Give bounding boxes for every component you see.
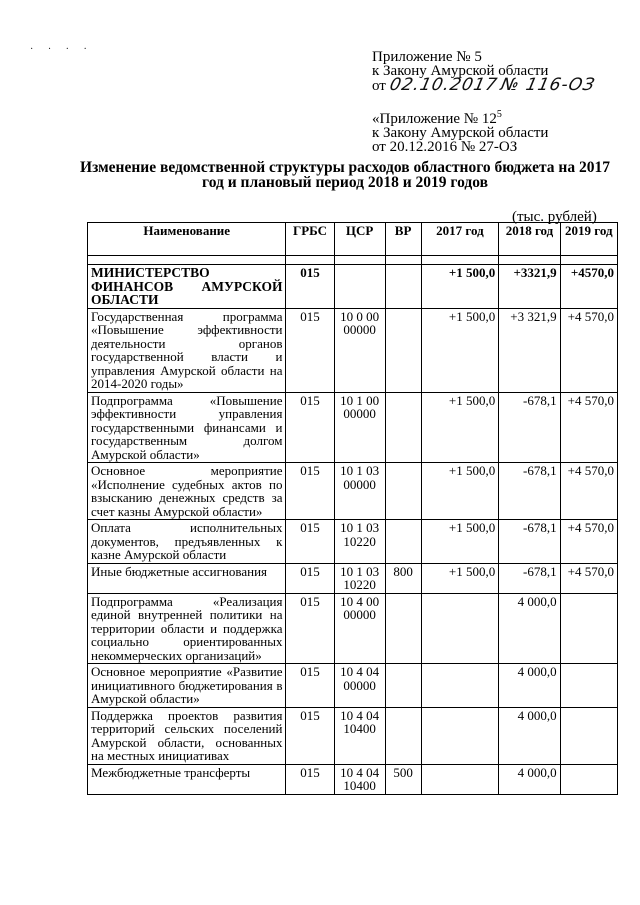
row-grbs: 015	[286, 764, 334, 794]
row-grbs: 015	[286, 593, 334, 664]
row-name: Подпрограмма «Повышение эффективности управления государственными финансами и государственным долгом Амурской области»	[88, 392, 286, 463]
row-vr	[385, 463, 421, 520]
units-note: (тыс. рублей)	[512, 209, 597, 225]
row-2019: +4 570,0	[560, 308, 617, 392]
handwritten-number: № 116-ОЗ	[498, 75, 597, 95]
row-name: Подпрограмма «Реализация единой внутренней политики на территории области и поддержка социально ориентированных некоммерческих организаций»	[88, 593, 286, 664]
row-2018: +3 321,9	[499, 308, 560, 392]
row-2017: +1 500,0	[421, 563, 499, 593]
table-row	[88, 392, 618, 463]
appendix-line2: к Закону Амурской области	[372, 63, 549, 79]
row-2017: +1 500,0	[421, 308, 499, 392]
header-vr: ВР	[385, 223, 421, 256]
handwritten-date: 02.10.2017	[387, 75, 500, 95]
row-grbs: 015	[286, 707, 334, 764]
table-row	[88, 520, 618, 564]
row-2018: -678,1	[499, 463, 560, 520]
table-row	[88, 593, 618, 664]
row-name: Оплата исполнительных документов, предъявленных к казне Амурской области	[88, 520, 286, 564]
row-csr: 10 1 00 00000	[334, 392, 385, 463]
prev-line1	[372, 109, 548, 127]
row-2017	[421, 664, 499, 708]
row-2017: +1 500,0	[421, 392, 499, 463]
header-grbs: ГРБС	[286, 223, 334, 256]
row-grbs: 015	[286, 392, 334, 463]
header-2017: 2017 год	[421, 223, 499, 256]
row-csr	[334, 265, 385, 309]
row-grbs: 015	[286, 463, 334, 520]
table-row	[88, 764, 618, 794]
row-vr	[385, 265, 421, 309]
table-row	[88, 664, 618, 708]
row-grbs: 015	[286, 308, 334, 392]
row-2017: +1 500,0	[421, 265, 499, 309]
row-name: Основное мероприятие «Развитие инициативного бюджетирования в Амурской области»	[88, 664, 286, 708]
header-2018: 2018 год	[499, 223, 560, 256]
row-csr: 10 4 04 10400	[334, 707, 385, 764]
row-vr	[385, 593, 421, 664]
row-2018: -678,1	[499, 563, 560, 593]
table-row	[88, 563, 618, 593]
row-2019: +4 570,0	[560, 463, 617, 520]
row-csr: 10 4 04 00000	[334, 664, 385, 708]
row-csr: 10 1 03 00000	[334, 463, 385, 520]
row-2017: +1 500,0	[421, 520, 499, 564]
header-name: Наименование	[88, 223, 286, 256]
header-csr: ЦСР	[334, 223, 385, 256]
row-csr: 10 1 03 10220	[334, 520, 385, 564]
table-spacer-row	[88, 256, 618, 265]
table-header-row	[88, 223, 618, 256]
prev-line1-text: «Приложение № 12	[372, 111, 497, 127]
row-2019: +4570,0	[560, 265, 617, 309]
appendix-reference	[372, 50, 595, 93]
row-2019	[560, 764, 617, 794]
row-csr: 10 4 00 00000	[334, 593, 385, 664]
row-vr	[385, 520, 421, 564]
document-title: Изменение ведомственной структуры расходов областного бюджета на 2017 год и плановый период 2018 и 2019 годов	[80, 159, 610, 191]
row-name: МИНИСТЕРСТВО ФИНАНСОВ АМУРСКОЙ ОБЛАСТИ	[88, 265, 286, 309]
row-2017	[421, 764, 499, 794]
row-name: Государственная программа «Повышение эффективности деятельности органов государственной власти и управления Амурской области на 2014-2020 годы»	[88, 308, 286, 392]
budget-table	[87, 222, 618, 795]
row-grbs: 015	[286, 265, 334, 309]
row-vr	[385, 392, 421, 463]
table-row	[88, 265, 618, 309]
prev-line2: к Закону Амурской области	[372, 125, 549, 141]
row-2019: +4 570,0	[560, 563, 617, 593]
prev-line1-superscript: 5	[496, 109, 502, 120]
row-2019: +4 570,0	[560, 520, 617, 564]
row-grbs: 015	[286, 664, 334, 708]
row-2019	[560, 707, 617, 764]
row-csr: 10 0 00 00000	[334, 308, 385, 392]
table-row	[88, 463, 618, 520]
previous-law-reference	[372, 109, 549, 155]
row-2018: 4 000,0	[499, 593, 560, 664]
row-name: Поддержка проектов развития территорий сельских поселений Амурской области, основанных на местных инициативах	[88, 707, 286, 764]
row-grbs: 015	[286, 520, 334, 564]
row-2017: +1 500,0	[421, 463, 499, 520]
row-vr	[385, 664, 421, 708]
row-name: Межбюджетные трансферты	[88, 764, 286, 794]
row-csr: 10 4 04 10400	[334, 764, 385, 794]
appendix-line1: Приложение № 5	[372, 49, 482, 65]
appendix-line3	[372, 75, 597, 95]
row-grbs: 015	[286, 563, 334, 593]
row-2018: 4 000,0	[499, 707, 560, 764]
row-2018: 4 000,0	[499, 664, 560, 708]
row-2018: 4 000,0	[499, 764, 560, 794]
row-2017	[421, 707, 499, 764]
row-2018: -678,1	[499, 392, 560, 463]
row-2019	[560, 664, 617, 708]
table-row	[88, 707, 618, 764]
row-2018: +3321,9	[499, 265, 560, 309]
header-2019: 2019 год	[560, 223, 617, 256]
row-vr	[385, 308, 421, 392]
row-vr: 500	[385, 764, 421, 794]
row-vr	[385, 707, 421, 764]
row-csr: 10 1 03 10220	[334, 563, 385, 593]
row-name: Иные бюджетные ассигнования	[88, 563, 286, 593]
prev-line3: от 20.12.2016 № 27-ОЗ	[372, 139, 518, 155]
appendix-date-prefix: от	[372, 78, 386, 94]
row-vr: 800	[385, 563, 421, 593]
row-name: Основное мероприятие «Исполнение судебных актов по взысканию денежных средств за счет казны Амурской области»	[88, 463, 286, 520]
row-2017	[421, 593, 499, 664]
table-row	[88, 308, 618, 392]
row-2018: -678,1	[499, 520, 560, 564]
scan-marks: · · · ·	[30, 44, 93, 55]
row-2019	[560, 593, 617, 664]
row-2019: +4 570,0	[560, 392, 617, 463]
